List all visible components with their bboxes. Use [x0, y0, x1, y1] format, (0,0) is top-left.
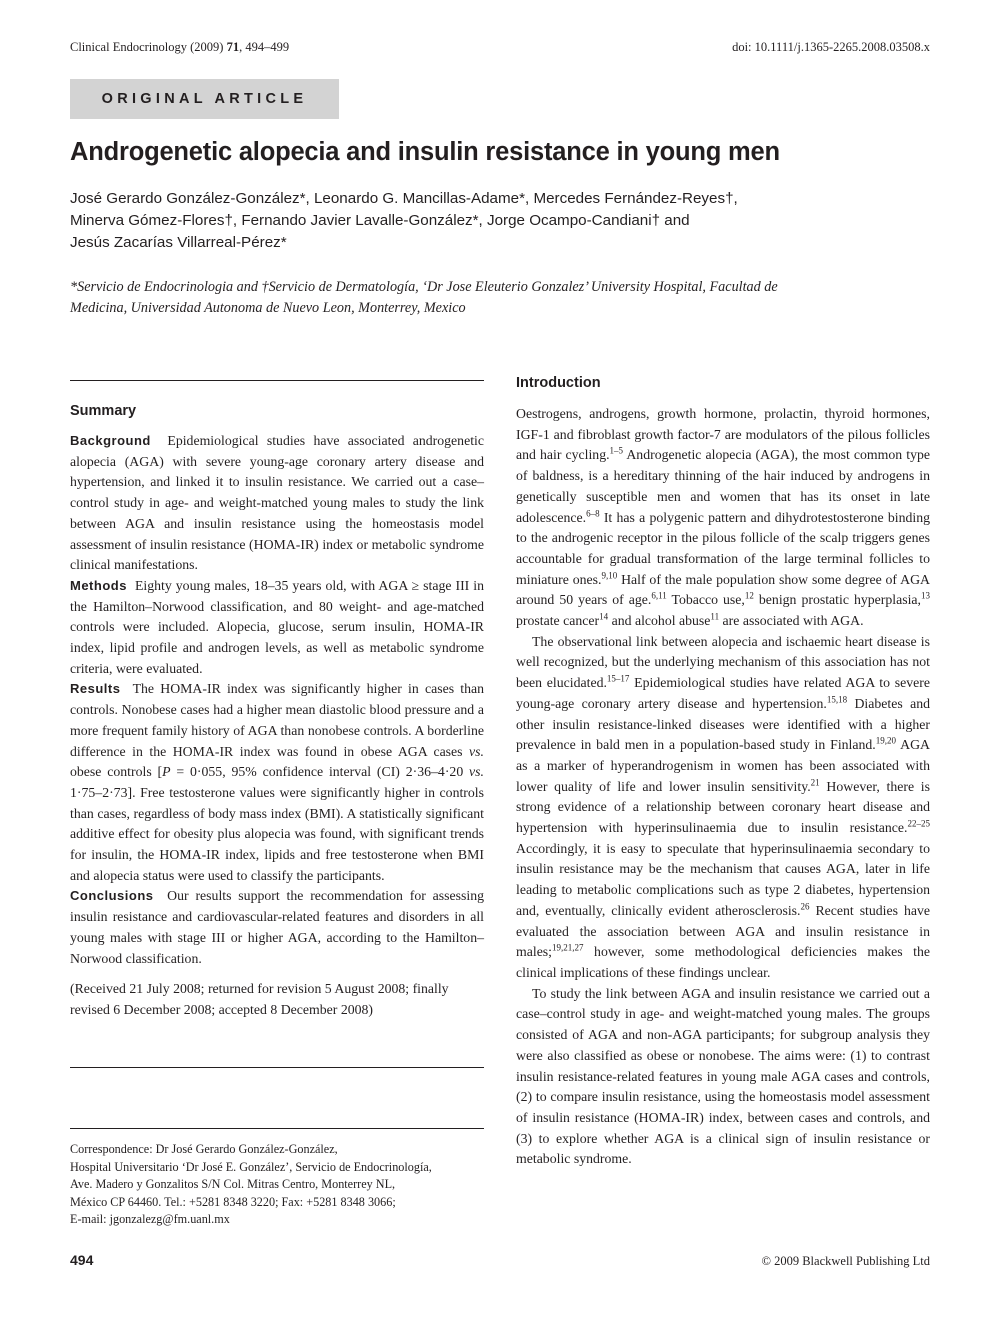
intro-text: It has a polygenic pattern and dihydrotestosterone binding to the androgenic receptor in the pilous follicle of the scalp triggers genes accountable for gradual transformation of the large terminal follicles to miniature ones. — [516, 509, 930, 587]
intro-text: The observational link between alopecia and ischaemic heart disease is well recognized, but the underlying mechanism of this association has not been elucidated. — [516, 633, 930, 691]
citation-ref[interactable]: 9,10 — [601, 570, 618, 581]
citation-ref[interactable]: 11 — [710, 611, 720, 622]
results-vs: vs. — [469, 743, 484, 759]
author-line: Jesús Zacarías Villarreal-Pérez* — [70, 234, 287, 251]
methods-text: Eighty young males, 18–35 years old, with AGA ≥ stage III in the Hamilton–Norwood classification, and 80 weight- and age-matched controls were included. Alopecia, glucose, serum insulin, HOMA-IR index, lipid profile and androgen levels, as well as metabolic syndrome criteria, were evaluated. — [70, 577, 484, 676]
citation-ref[interactable]: 26 — [800, 901, 810, 912]
results-text: obese controls [ — [70, 764, 163, 780]
intro-text: are associated with AGA. — [719, 613, 864, 629]
summary-bottom-rule — [70, 1067, 484, 1068]
summary-heading: Summary — [70, 403, 137, 419]
correspondence — [70, 1141, 484, 1229]
intro-text: Epidemiological studies have related AGA to severe young-age coronary artery disease and hypertension. — [516, 675, 930, 711]
intro-text: however, some methodological deficiencies makes the clinical implications of these findings unclear. — [516, 944, 930, 980]
citation-ref[interactable]: 12 — [744, 590, 754, 601]
intro-paragraph-2 — [516, 632, 930, 984]
affiliation — [70, 277, 930, 319]
author-line: José Gerardo González-González*, Leonardo G. Mancillas-Adame*, Mercedes Fernández-Reyes†, — [70, 190, 738, 207]
results-vs: vs. — [469, 764, 484, 780]
citation-ref[interactable]: 15–17 — [606, 673, 630, 684]
citation-ref[interactable]: 15,18 — [826, 694, 848, 705]
introduction-heading: Introduction — [516, 375, 601, 391]
intro-text: AGA as a marker of hyperandrogenism in women has been associated with lower quality of life and lower insulin sensitivity. — [516, 737, 930, 794]
summary-conclusions — [70, 886, 484, 969]
journal-pages: , 494–499 — [239, 40, 290, 54]
results-label: Results — [70, 681, 121, 697]
intro-text: Tobacco use, — [666, 592, 745, 608]
correspondence-line: Ave. Madero y Gonzalitos S/N Col. Mitras Centro, Monterrey NL, — [70, 1177, 396, 1191]
summary-top-rule — [70, 380, 484, 381]
author-line: Minerva Gómez-Flores†, Fernando Javier Lavalle-González*, Jorge Ocampo-Candiani† and — [70, 212, 690, 229]
correspondence-line: Correspondence: Dr José Gerardo González-González, — [70, 1142, 338, 1156]
intro-text: Diabetes and other insulin resistance-linked diseases were identified with a higher prevalence in bald men in a population-based study in Finland. — [516, 695, 931, 753]
introduction-body — [516, 404, 930, 1170]
citation-ref[interactable]: 22–25 — [907, 818, 930, 829]
summary-background — [70, 431, 484, 576]
correspondence-line: Hospital Universitario ‘Dr José E. González’, Servicio de Endocrinología, — [70, 1159, 432, 1174]
author-list — [70, 188, 930, 254]
correspondence-line: México CP 64460. Tel.: +5281 8348 3220; Fax: +5281 8348 3066; — [70, 1194, 396, 1209]
intro-text: prostate cancer — [516, 613, 600, 629]
affiliation-line: Medicina, Universidad Autonoma de Nuevo Leon, Monterrey, Mexico — [70, 300, 466, 316]
doi-link[interactable]: doi: 10.1111/j.1365-2265.2008.03508.x — [732, 40, 930, 54]
results-text: = 0·055, 95% confidence interval (CI) 2·36–4·20 — [170, 764, 470, 780]
conclusions-label: Conclusions — [70, 888, 154, 904]
correspondence-email[interactable]: E-mail: jgonzalezg@fm.uanl.mx — [70, 1212, 230, 1226]
results-text: The HOMA-IR index was significantly higher in cases than controls. Nonobese cases had a higher mean diastolic blood pressure and a more frequent family history of AGA than nonobese controls. A borderline difference in the HOMA-IR index was found in obese AGA cases — [70, 681, 484, 759]
citation-ref[interactable]: 1–5 — [609, 445, 624, 456]
summary-body — [70, 431, 484, 1021]
methods-label: Methods — [70, 577, 127, 593]
conclusions-text: Our results support the recommendation for assessing insulin resistance and cardiovascular-related features and disorders in all young males with stage III or higher AGA, according to the Hamilton–Norwood classification. — [70, 888, 484, 966]
journal-volume: 71 — [226, 40, 240, 54]
correspondence-rule — [70, 1128, 484, 1129]
intro-text: Oestrogens, androgens, growth hormone, prolactin, thyroid hormones, IGF-1 and fibroblast growth factor-7 are modulators of the pilous follicles and hair cycling. — [516, 406, 930, 463]
citation-ref[interactable]: 21 — [810, 777, 820, 788]
affiliation-line: *Servicio de Endocrinologia and †Servicio de Dermatología, ‘Dr Jose Eleuterio Gonzalez’ University Hospital, Facultad de — [70, 279, 778, 295]
journal-name: Clinical Endocrinology (2009) — [70, 40, 224, 54]
citation-ref[interactable]: 14 — [599, 611, 609, 622]
intro-text: Androgenetic alopecia (AGA), the most common type of baldness, is a hereditary thinning of the hair induced by androgens in genetically susceptible men and women that has its onset in late adolescence. — [516, 447, 930, 525]
received-dates: (Received 21 July 2008; returned for revision 5 August 2008; finally revised 6 December 2008; accepted 8 December 2008) — [70, 981, 449, 1017]
copyright-notice: © 2009 Blackwell Publishing Ltd — [761, 1254, 930, 1268]
intro-paragraph-1 — [516, 404, 930, 632]
results-text: 1·75–2·73]. Free testosterone values were significantly higher in controls than cases, regardless of body mass index (BMI). A statistically significant additive effect for obesity plus alopecia was found, with significant trends for insulin, the HOMA-IR index, lipids and free testosterone when BMI and alopecia status were used to classify the participants. — [70, 784, 484, 883]
article-type-banner: ORIGINAL ARTICLE — [70, 79, 339, 119]
citation-ref[interactable]: 19,21,27 — [552, 942, 584, 953]
intro-text: Accordingly, it is easy to speculate that hyperinsulinaemia secondary to insulin resistance may be the mechanism that causes AGA, later in life leading to metabolic complications such as type 2 diabetes, hypertension and, eventually, clinically evident atherosclerosis. — [516, 840, 930, 918]
summary-results — [70, 679, 484, 886]
intro-text: and alcohol abuse — [608, 613, 711, 629]
intro-paragraph-3: To study the link between AGA and insulin resistance we carried out a case–control study in age- and weight-matched young males. The groups consisted of AGA and non-AGA participants; for subgroup analysis they were also classified as obese or nonobese. The aims were: (1) to contrast insulin resistance-related features in young male AGA cases and controls, (2) to compare insulin resistance, using the homeostasis model assessment of insulin resistance (HOMA-IR) index, between cases and controls, and (3) to explore whether AGA is a clinical sign of insulin resistance or metabolic syndrome. — [516, 985, 930, 1167]
citation-ref[interactable]: 6–8 — [586, 507, 600, 518]
summary-methods — [70, 576, 484, 680]
background-label: Background — [70, 433, 151, 448]
intro-text: However, there is strong evidence of a relationship between coronary heart disease and hypertension with hyperinsulinaemia due to insulin resistance. — [516, 778, 930, 836]
citation-ref[interactable]: 19,20 — [875, 735, 897, 746]
intro-text: benign prostatic hyperplasia, — [753, 592, 922, 608]
intro-text: Recent studies have evaluated the association between AGA and insulin resistance in males; — [516, 902, 930, 960]
citation-ref[interactable]: 6,11 — [651, 590, 667, 601]
article-title: Androgenetic alopecia and insulin resistance in young men — [70, 138, 780, 166]
background-text: Epidemiological studies have associated androgenetic alopecia (AGA) with severe young-age coronary artery disease and hypertension, and linked it to insulin resistance. We carried out a case–control study in age- and weight-matched young males to study the link between AGA and insulin resistance using the homeostasis model assessment of insulin resistance (HOMA-IR) index or metabolic syndrome clinical manifestations. — [70, 433, 484, 573]
journal-citation — [70, 40, 289, 55]
intro-text: Half of the male population show some degree of AGA around 50 years of age. — [516, 571, 931, 608]
results-p: P — [162, 764, 171, 780]
citation-ref[interactable]: 13 — [921, 590, 931, 601]
page-number: 494 — [70, 1252, 94, 1268]
